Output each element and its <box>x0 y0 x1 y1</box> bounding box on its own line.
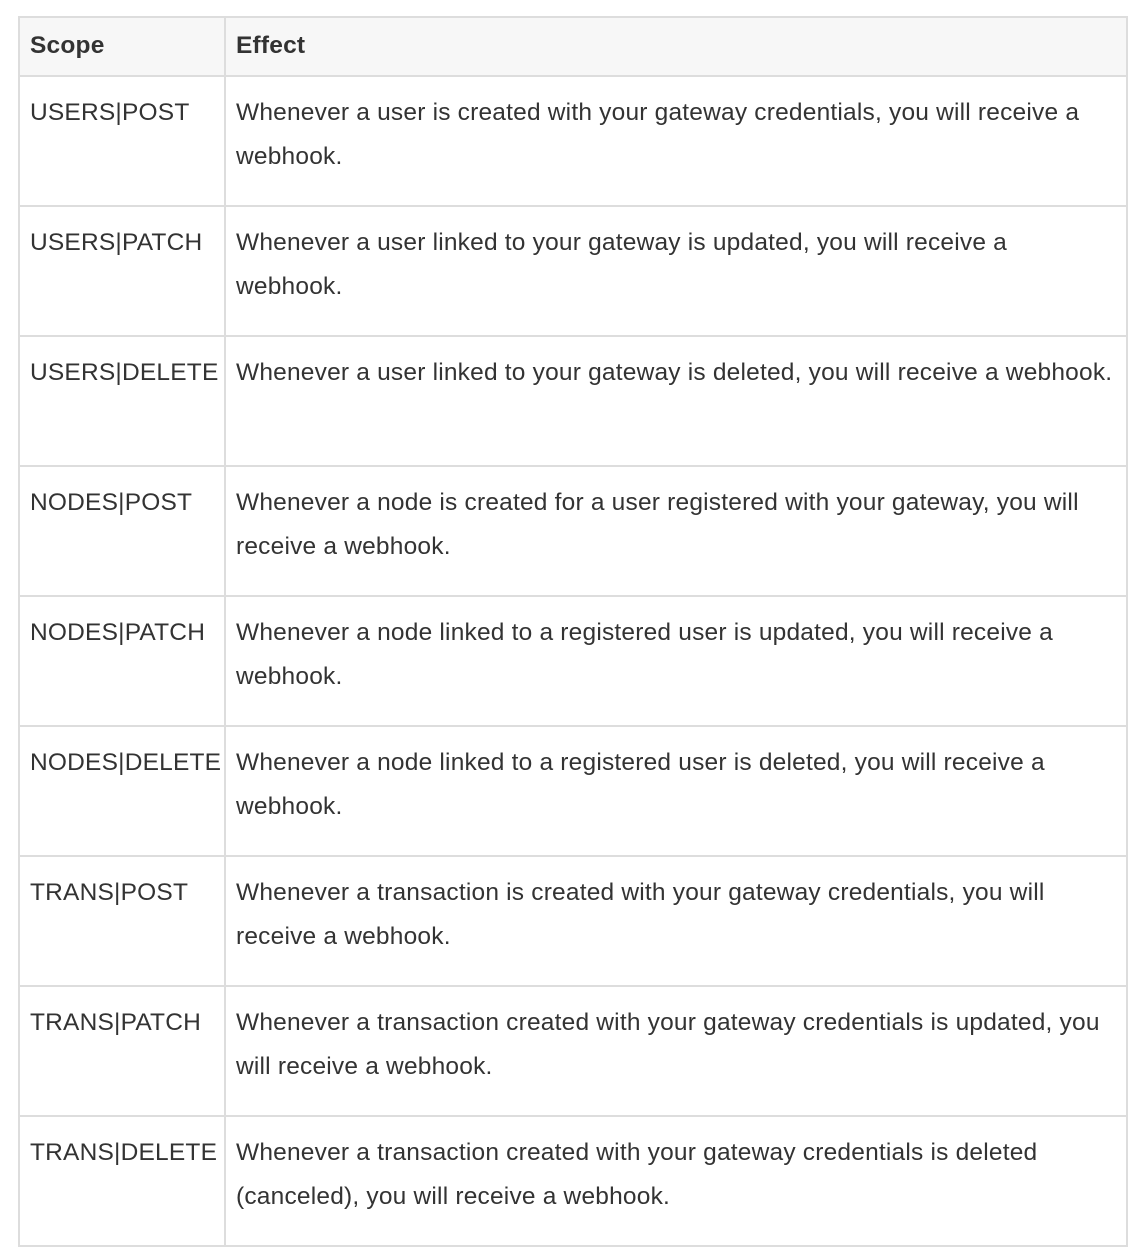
scope-cell: USERS|DELETE <box>19 336 225 466</box>
scope-cell: NODES|PATCH <box>19 596 225 726</box>
effect-cell: Whenever a transaction is created with your gateway credentials, you will receive a webhook. <box>225 856 1127 986</box>
table-row <box>19 986 1127 1116</box>
effect-cell: Whenever a transaction created with your gateway credentials is updated, you will receive a webhook. <box>225 986 1127 1116</box>
table-row <box>19 336 1127 466</box>
webhook-scopes-table <box>18 16 1128 1247</box>
scope-cell: NODES|DELETE <box>19 726 225 856</box>
webhook-scopes-container <box>18 16 1126 1247</box>
effect-cell: Whenever a user is created with your gateway credentials, you will receive a webhook. <box>225 76 1127 206</box>
scope-cell: NODES|POST <box>19 466 225 596</box>
table-header-row <box>19 17 1127 76</box>
effect-cell: Whenever a node linked to a registered user is updated, you will receive a webhook. <box>225 596 1127 726</box>
effect-column-header: Effect <box>225 17 1127 76</box>
scope-cell: TRANS|PATCH <box>19 986 225 1116</box>
scope-cell: TRANS|DELETE <box>19 1116 225 1246</box>
table-row <box>19 596 1127 726</box>
effect-cell: Whenever a transaction created with your gateway credentials is deleted (canceled), you will receive a webhook. <box>225 1116 1127 1246</box>
table-row <box>19 76 1127 206</box>
scope-cell: USERS|PATCH <box>19 206 225 336</box>
table-row <box>19 856 1127 986</box>
scope-column-header: Scope <box>19 17 225 76</box>
effect-cell: Whenever a node is created for a user registered with your gateway, you will receive a webhook. <box>225 466 1127 596</box>
effect-cell: Whenever a node linked to a registered user is deleted, you will receive a webhook. <box>225 726 1127 856</box>
effect-cell: Whenever a user linked to your gateway is deleted, you will receive a webhook. <box>225 336 1127 466</box>
scope-cell: TRANS|POST <box>19 856 225 986</box>
scope-cell: USERS|POST <box>19 76 225 206</box>
effect-cell: Whenever a user linked to your gateway is updated, you will receive a webhook. <box>225 206 1127 336</box>
table-row <box>19 206 1127 336</box>
table-row <box>19 726 1127 856</box>
table-row <box>19 466 1127 596</box>
table-row <box>19 1116 1127 1246</box>
